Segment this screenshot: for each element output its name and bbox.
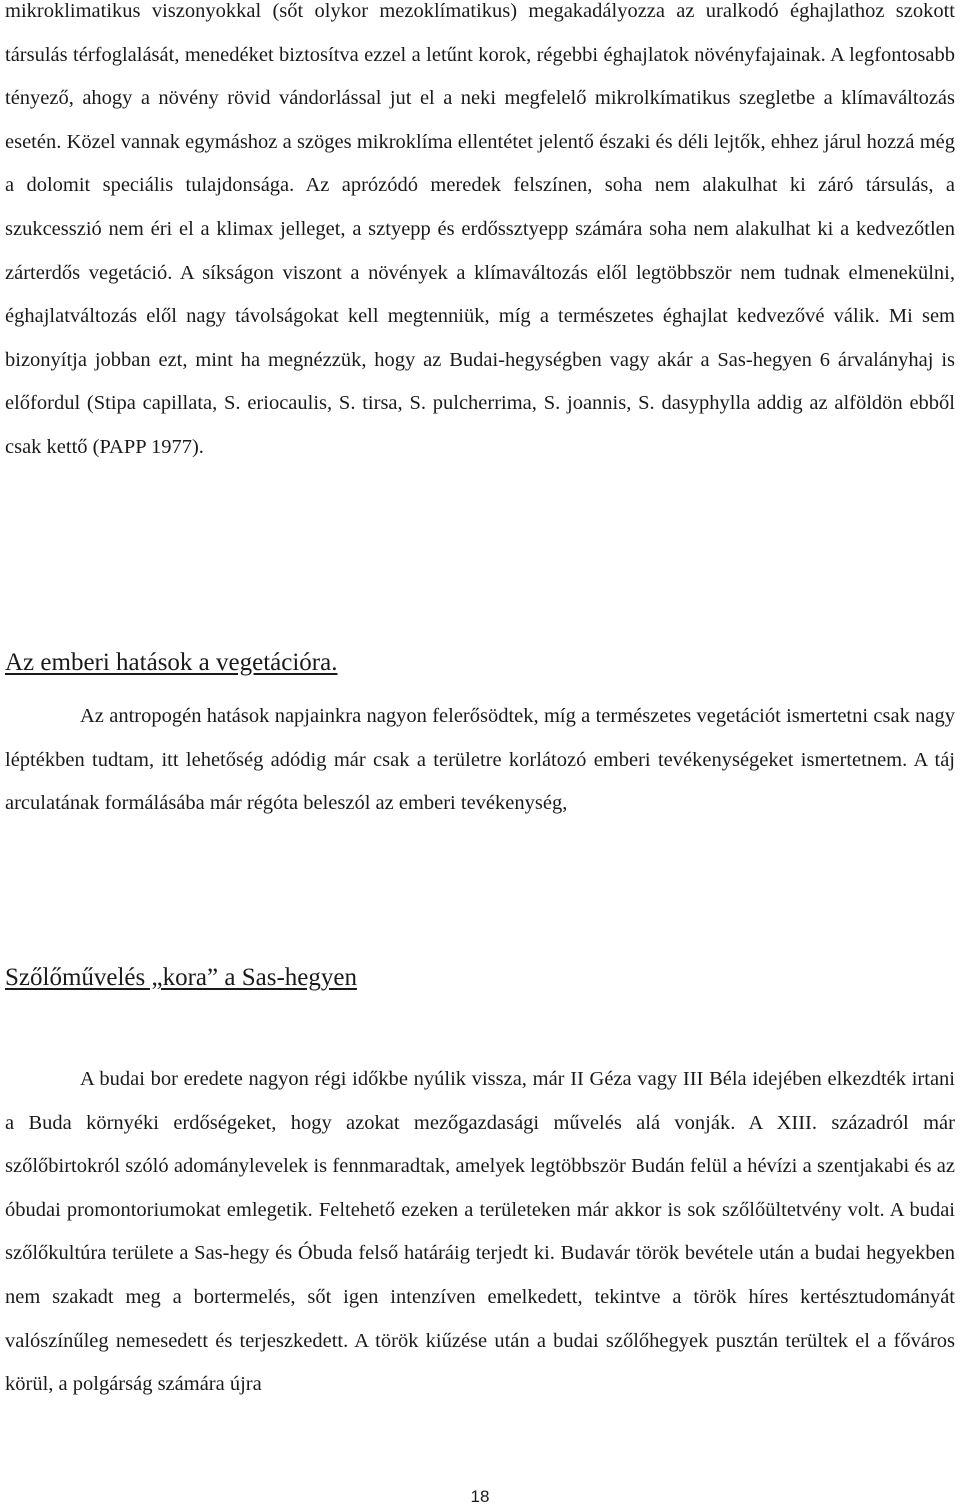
body-paragraph: Az antropogén hatások napjainkra nagyon felerősödtek, míg a természetes vegetációt ismertetni csak nagy léptékben tudtam, itt lehetőség adódig már csak a területre korlátozó emberi tevékenységeket ismertetnem. A táj arculatának formálásába már régóta beleszól az emberi tevékenység, (5, 705, 955, 815)
body-paragraph: mikroklimatikus viszonyokkal (sőt olykor mezoklímatikus) megakadályozza az uralkodó éghajlathoz szokott társulás térfoglalását, menedéket biztosítva ezzel a letűnt korok, régebbi éghajlatok növényfajainak. A legfontosabb tényező, ahogy a növény rövid vándorlással jut el a neki megfelelő mikrolkímatikus szegletbe a klímaváltozás esetén. Közel vannak egymáshoz a szöges mikroklíma ellentétet jelentő északi és déli lejtők, ehhez járul hozzá még a dolomit speciális tulajdonsága. Az aprózódó meredek felszínen, soha nem alakulhat ki záró társulás, a szukcesszió nem éri el a klimax jelleget, a sztyepp és erdőssztyepp számára soha nem alakulhat ki a kedvezőtlen zárterdős vegetáció. A síkságon viszont a növények a klímaváltozás elől legtöbbször nem tudnak elmenekülni, éghajlatváltozás elől nagy távolságokat kell megtenniük, míg a természetes éghajlat kedvezővé válik. Mi sem bizonyítja jobban ezt, mint ha megnézzük, hogy az Budai-hegységben vagy akár a Sas-hegyen 6 árvalányhaj is előfordul (Stipa capillata, S. eriocaulis, S. tirsa, S. pulcherrima, S. joannis, S. dasyphylla addig az alföldön ebből csak kettő (PAPP 1977). (5, 0, 955, 458)
section-heading: Szőlőművelés „kora” a Sas-hegyen (5, 964, 357, 991)
section-heading: Az emberi hatások a vegetációra. (5, 649, 338, 676)
page-number: 18 (470, 1487, 490, 1506)
body-paragraph: A budai bor eredete nagyon régi időkbe nyúlik vissza, már II Géza vagy III Béla idejében elkezdték irtani a Buda környéki erdőségeket, hogy azokat mezőgazdasági művelés alá vonják. A XIII. századról már szőlőbirtokról szóló adománylevelek is fennmaradtak, amelyek legtöbbször Budán felül a hévízi a szentjakabi és az óbudai promontoriumokat emlegetik. Feltehető ezeken a területeken már akkor is sok szőlőültetvény volt. A budai szőlőkultúra területe a Sas-hegy és Óbuda felső határáig terjedt ki. Budavár török bevétele után a budai hegyekben nem szakadt meg a bortermelés, sőt igen intenzíven emelkedett, tekintve a török híres kertésztudományát valószínűleg nemesedett és terjeszkedett. A török kiűzése után a budai szőlőhegyek pusztán terültek el a főváros körül, a polgárság számára újra (5, 1068, 955, 1396)
